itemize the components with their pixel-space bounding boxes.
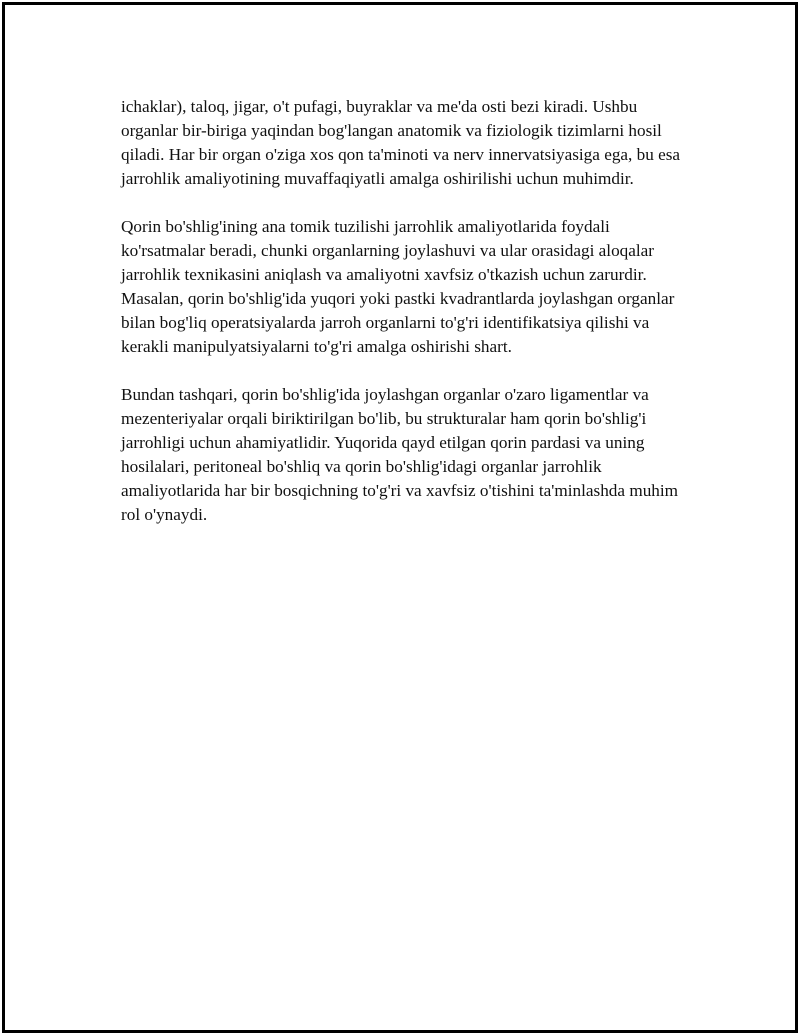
paragraph-1: ichaklar), taloq, jigar, o't pufagi, buyraklar va me'da osti bezi kiradi. Ushbu organlar bir-biriga yaqindan bog'langan anatomik va fiziologik tizimlarni hosil qiladi. Har bir organ o'ziga xos qon ta'minoti va nerv innervatsiyasiga ega, bu esa jarrohlik amaliyotining muvaffaqiyatli amalga oshirilishi uchun muhimdir. xyxy=(121,97,681,188)
page-frame xyxy=(2,2,798,1033)
paragraph-2: Qorin bo'shlig'ining ana tomik tuzilishi jarrohlik amaliyotlarida foydali ko'rsatmalar beradi, chunki organlarning joylashuvi va ular orasidagi aloqalar jarrohlik texnikasini aniqlash va amaliyotni xavfsiz o'tkazish uchun zarurdir. Masalan, qorin bo'shlig'ida yuqori yoki pastki kvadrantlarda joylashgan organlar bilan bog'liq operatsiyalarda jarroh organlarni to'g'ri identifikatsiya qilishi va kerakli manipulyatsiyalarni to'g'ri amalga oshirishi shart. xyxy=(121,217,675,356)
document-body xyxy=(121,95,691,551)
paragraph-3: Bundan tashqari, qorin bo'shlig'ida joylashgan organlar o'zaro ligamentlar va mezenteriyalar orqali biriktirilgan bo'lib, bu strukturalar ham qorin bo'shlig'i jarrohligi uchun ahamiyatlidir. Yuqorida qayd etilgan qorin pardasi va uning hosilalari, peritoneal bo'shliq va qorin bo'shlig'idagi organlar jarrohlik amaliyotlarida har bir bosqichning to'g'ri va xavfsiz o'tishini ta'minlashda muhim rol o'ynaydi. xyxy=(121,385,679,524)
